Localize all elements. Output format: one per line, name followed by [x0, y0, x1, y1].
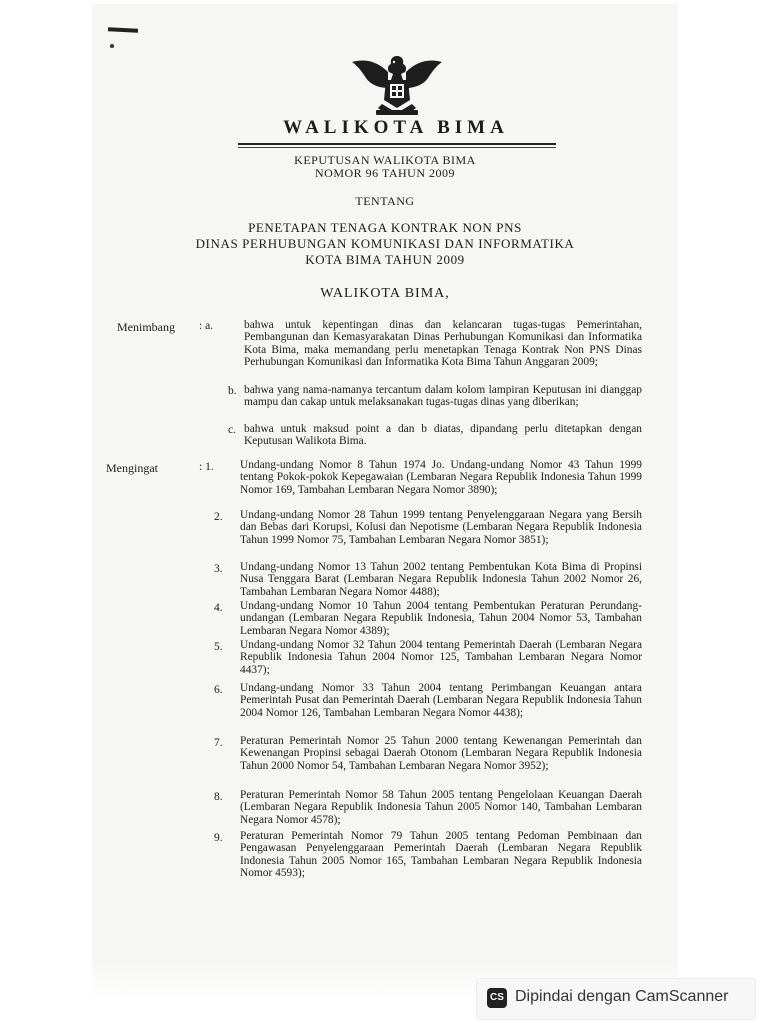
decree-issuer: WALIKOTA BIMA, [320, 286, 450, 301]
mengingat-label: Mengingat [106, 461, 158, 475]
decree-heading: KEPUTUSAN WALIKOTA BIMA [294, 153, 476, 167]
city-title: WALIKOTA BIMA [283, 117, 509, 138]
mengingat-item: Undang-undang Nomor 8 Tahun 1974 Jo. Undang-undang Nomor 43 Tahun 1999 tentang Pokok-pokok Kepegawaian (Lembaran Negara Republik Indonesia Tahun 1999 Nomor 169, Tambahan Lembaran Negara Nomor 3890); [240, 459, 642, 496]
decree-tentang: TENTANG [355, 194, 415, 208]
mengingat-marker: 7. [214, 737, 223, 749]
menimbang-item: bahwa untuk kepentingan dinas dan kelancaran tugas-tugas Pemerintahan, Pembangunan dan Kemasyarakatan Dinas Perhubungan Komunikasi dan Informatika Kota Bima, maka memandang perlu menetapkan Tenaga Kontrak Non PNS Dinas Perhubungan Komunikasi dan Informatika Kota Bima Tahun Anggaran 2009; [244, 319, 642, 369]
camscanner-logo-icon: CS [487, 988, 507, 1008]
ink-dot [110, 44, 114, 48]
mengingat-marker: 4. [214, 602, 223, 614]
mengingat-marker: : 1. [199, 461, 214, 473]
menimbang-marker: : a. [199, 320, 214, 332]
decree-title-line: KOTA BIMA TAHUN 2009 [305, 252, 465, 267]
garuda-emblem-icon [348, 50, 446, 116]
mengingat-item: Undang-undang Nomor 32 Tahun 2004 tentang Pemerintah Daerah (Lembaran Negara Republik Indonesia Tahun 2004 Nomor 125, Tambahan Lembaran Negara Nomor 4437); [240, 639, 642, 676]
menimbang-marker: b. [228, 385, 237, 397]
mengingat-marker: 6. [214, 684, 223, 696]
decree-number: NOMOR 96 TAHUN 2009 [315, 166, 455, 180]
mengingat-item: Undang-undang Nomor 10 Tahun 2004 tentang Pembentukan Peraturan Perundang-undangan (Lembaran Negara Republik Indonesia, Tahun 2004 Nomor 53, Tambahan Lembaran Negara Nomor 4389); [240, 600, 642, 637]
camscanner-watermark [476, 978, 756, 1020]
mengingat-item: Peraturan Pemerintah Nomor 79 Tahun 2005 tentang Pedoman Pembinaan dan Pengawasan Penyelenggaraan Pemerintah Daerah (Lembaran Negara Republik Indonesia Tahun 2005 Nomor 165, Tambahan Lembaran Negara Republik Indonesia Nomor 4593); [240, 830, 642, 880]
mengingat-item: Peraturan Pemerintah Nomor 25 Tahun 2000 tentang Kewenangan Pemerintah dan Kewenangan Propinsi sebagai Daerah Otonom (Lembaran Negara Republik Indonesia Tahun 2000 Nomor 54, Tambahan Lembaran Negara Nomor 3952); [240, 735, 642, 772]
menimbang-item: bahwa yang nama-namanya tercantum dalam kolom lampiran Keputusan ini dianggap mampu dan cakap untuk melaksanakan tugas-tugas dinas yang diberikan; [244, 384, 642, 409]
decree-title-line: PENETAPAN TENAGA KONTRAK NON PNS [248, 220, 522, 235]
mengingat-marker: 5. [214, 641, 223, 653]
header-rule-thin [238, 147, 556, 148]
decree-title-line: DINAS PERHUBUNGAN KOMUNIKASI DAN INFORMATIKA [195, 236, 575, 251]
mengingat-item: Undang-undang Nomor 13 Tahun 2002 tentang Pembentukan Kota Bima di Propinsi Nusa Tenggara Barat (Lembaran Negara Republik Indonesia Tahun 2002 Nomor 26, Tambahan Lembaran Negara Nomor 4488); [240, 561, 642, 598]
mengingat-marker: 8. [214, 791, 223, 803]
mengingat-item: Undang-undang Nomor 33 Tahun 2004 tentang Perimbangan Keuangan antara Pemerintah Pusat dan Pemerintah Daerah (Lembaran Negara Republik Indonesia Tahun 2004 Nomor 126, Tambahan Lembaran Negara Nomor 4438); [240, 682, 642, 719]
menimbang-label: Menimbang [117, 320, 175, 334]
menimbang-item: bahwa untuk maksud point a dan b diatas, dipandang perlu ditetapkan dengan Keputusan Walikota Bima. [244, 423, 642, 448]
mengingat-item: Undang-undang Nomor 28 Tahun 1999 tentang Penyelenggaraan Negara yang Bersih dan Bebas dari Korupsi, Kolusi dan Nepotisme (Lembaran Negara Republik Indonesia Tahun 1999 Nomor 75, Tambahan Lembaran Negara Nomor 3851); [240, 509, 642, 546]
camscanner-text: Dipindai dengan CamScanner [515, 988, 729, 1005]
header-rule [238, 143, 556, 145]
mengingat-item: Peraturan Pemerintah Nomor 58 Tahun 2005 tentang Pengelolaan Keuangan Daerah (Lembaran Negara Republik Indonesia Tahun 2005 Nomor 140, Tambahan Lembaran Negara Nomor 4578); [240, 789, 642, 826]
menimbang-marker: c. [228, 424, 236, 436]
mengingat-marker: 9. [214, 832, 223, 844]
mengingat-marker: 2. [214, 511, 223, 523]
mengingat-marker: 3. [214, 563, 223, 575]
